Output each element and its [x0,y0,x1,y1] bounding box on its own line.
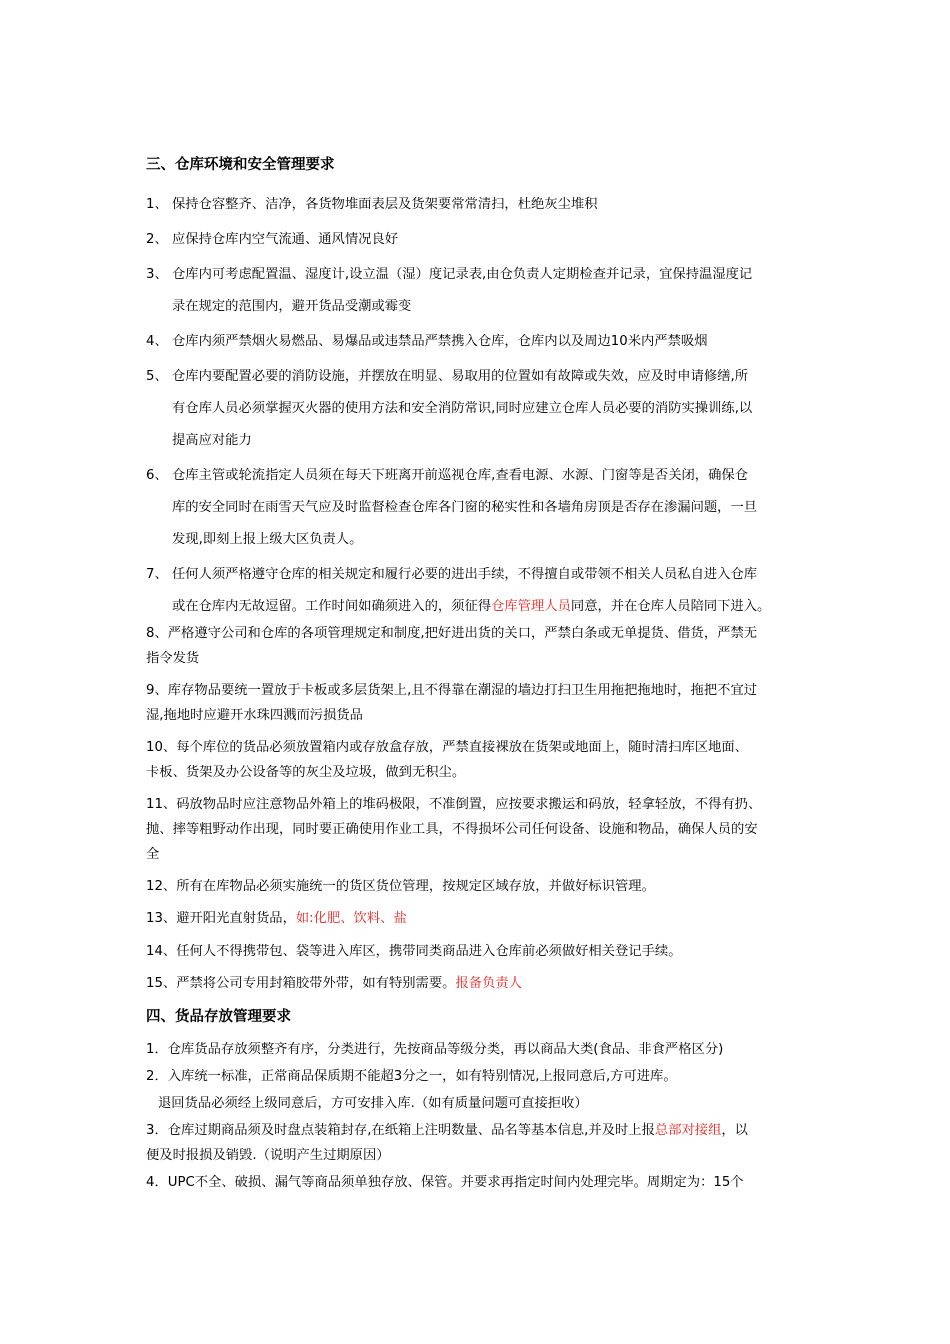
item-text: 应保持仓库内空气流通、通风情况良好 [172,232,399,247]
paragraph-line: 便及时报损及销毁.（说明产生过期原因） [146,1148,390,1163]
paragraph-text: 3．仓库过期商品须及时盘点装箱封存,在纸箱上注明数量、品名等基本信息,并及时上报 [146,1123,655,1138]
paragraph-line: 1．仓库货品存放须整齐有序，分类进行，先按商品等级分类，再以商品大类(食品、非食严格区分) [146,1042,724,1057]
highlight-text: 如:化肥、饮料、盐 [295,911,407,926]
paragraph-line: 退回货品必须经上级同意后，方可安排入库.（如有质量问题可直接拒收） [158,1096,588,1111]
item-text-with-highlight [172,598,770,616]
item-text: 有仓库人员必须掌握灭火器的使用方法和安全消防常识,同时应建立仓库人员必要的消防实操训练,以 [172,401,753,416]
item-number: 6、 [146,468,168,483]
paragraph-line: 2．入库统一标准，正常商品保质期不能超3分之一，如有特别情况,上报同意后,方可进库。 [146,1069,677,1084]
paragraph-line: 全 [146,847,160,862]
paragraph-line: 卡板、货架及办公设备等的灰尘及垃圾，做到无积尘。 [146,765,466,780]
item-text: 库的安全同时在雨雪天气应及时监督检查仓库各门窗的秘实性和各墙角房顶是否存在渗漏问题，一旦 [172,500,758,515]
section4-heading: 四、货品存放管理要求 [146,1009,291,1025]
paragraph-line: 8、严格遵守公司和仓库的各项管理规定和制度,把好进出货的关口，严禁白条或无单提货、借货，严禁无 [146,626,758,641]
item-number: 5、 [146,369,168,384]
paragraph-line: 4．UPC不全、破损、漏气等商品须单独存放、保管。并要求再指定时间内处理完毕。周期定为：15个 [146,1175,744,1190]
item-text: 提高应对能力 [172,433,252,448]
paragraph-line: 指令发货 [146,651,200,666]
paragraph-text: ，以 [721,1123,748,1138]
item-number: 3、 [146,267,168,282]
paragraph-line: 11、码放物品时应注意物品外箱上的堆码极限，不准倒置，应按要求搬运和码放，轻拿轻放，不得有扔、 [146,797,762,812]
item-number: 1、 [146,197,168,212]
item-text: 任何人须严格遵守仓库的相关规定和履行必要的进出手续，不得擅自或带领不相关人员私自进入仓库 [172,567,758,582]
item-text: 录在规定的范围内，避开货品受潮或霉变 [172,299,412,314]
paragraph-line-with-highlight [146,1122,748,1140]
paragraph-line: 湿,拖地时应避开水珠四溅而污损货品 [146,708,363,723]
item-text: 仓库内可考虑配置温、湿度计,设立温（湿）度记录表,由仓负责人定期检查并记录，宜保持温湿度记 [172,267,753,282]
item-text: 发现,即刻上报上级大区负责人。 [172,532,363,547]
paragraph-line: 12、所有在库物品必须实施统一的货区货位管理，按规定区域存放，并做好标识管理。 [146,879,655,894]
item-text: 仓库内要配置必要的消防设施，并摆放在明显、易取用的位置如有故障或失效，应及时申请修缮,所 [172,369,748,384]
paragraph-line: 9、库存物品要统一置放于卡板或多层货架上,且不得靠在潮湿的墙边打扫卫生用拖把拖地时，拖把不宜过 [146,683,758,698]
item-text: 仓库内须严禁烟火易燃品、易爆品或违禁品严禁携入仓库，仓库内以及周边10米内严禁吸烟 [172,334,708,349]
item-text: 保持仓容整齐、洁净，各货物堆面表层及货架要常常清扫，杜绝灰尘堆积 [172,197,598,212]
paragraph-line-with-highlight [146,910,407,928]
item-text: 仓库主管或轮流指定人员须在每天下班离开前巡视仓库,查看电源、水源、门窗等是否关闭，确保仓 [172,468,748,483]
highlight-text: 总部对接组 [654,1123,722,1138]
paragraph-text: 13、避开阳光直射货品， [146,911,296,926]
item-number: 2、 [146,232,168,247]
paragraph-line-with-highlight [146,975,522,993]
paragraph-line: 14、任何人不得携带包、袋等进入库区，携带同类商品进入仓库前必须做好相关登记手续。 [146,944,682,959]
highlight-text: 报备负责人 [455,976,522,991]
paragraph-text: 15、严禁将公司专用封箱胶带外带，如有特别需要。 [146,976,456,991]
item-text: 或在仓库内无故逗留。工作时间如确须进入的，须征得 [172,599,492,614]
paragraph-line: 抛、摔等粗野动作出现，同时要正确使用作业工具，不得损坏公司任何设备、设施和物品，确保人员的安 [146,822,758,837]
item-number: 7、 [146,567,168,582]
paragraph-line: 10、每个库位的货品必须放置箱内或存放盒存放，严禁直接裸放在货架或地面上，随时清扫库区地面、 [146,740,748,755]
item-number: 4、 [146,334,168,349]
highlight-text: 仓库管理人员 [491,599,571,614]
item-text: 同意，并在仓库人员陪同下进入。 [570,599,771,614]
section3-heading: 三、仓库环境和安全管理要求 [146,157,335,173]
